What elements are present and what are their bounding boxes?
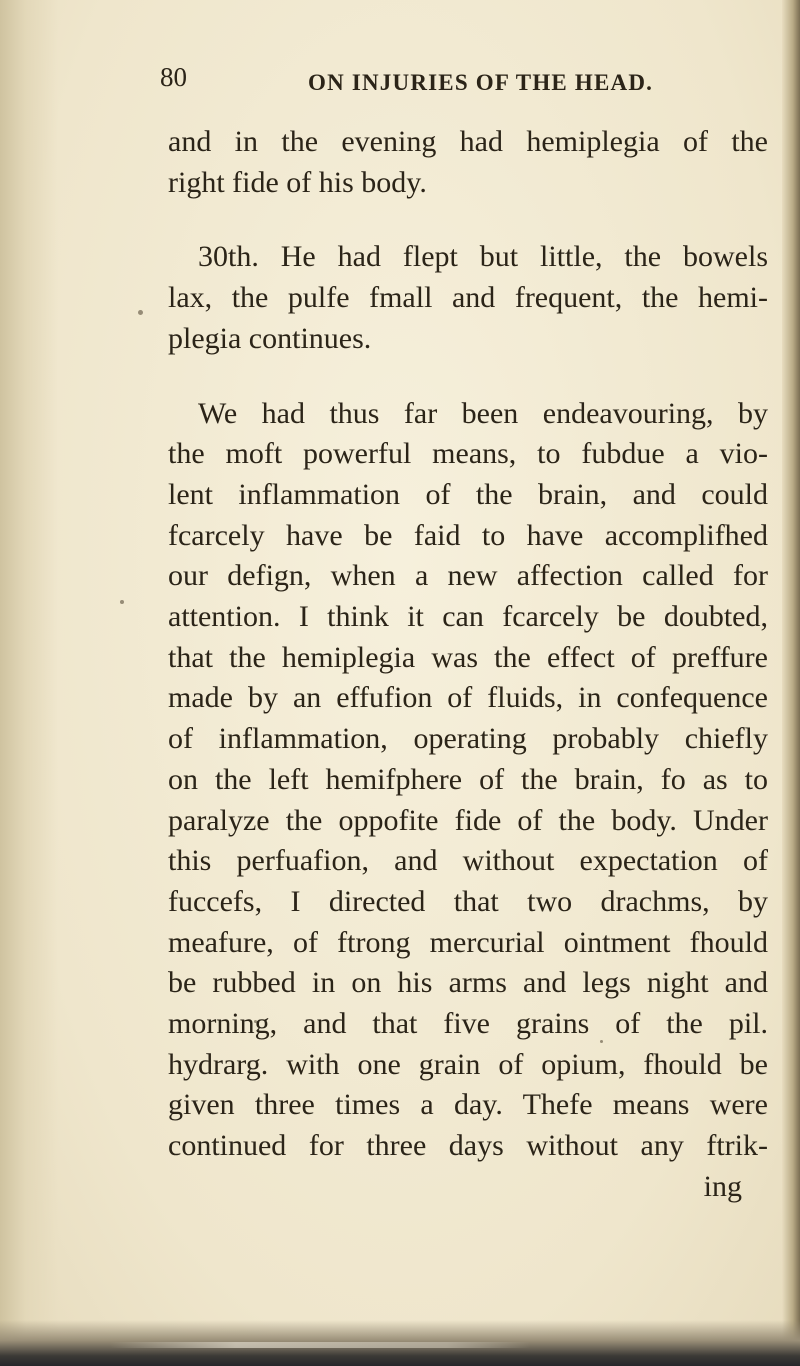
- text-line: 30th. He had flept but little, the bowels: [198, 240, 768, 274]
- paragraph-gap: [168, 203, 768, 237]
- text-line: right fide of his body.: [168, 165, 427, 199]
- text-line: lax, the pulfe fmall and frequent, the hemi-: [168, 281, 768, 315]
- text-line: plegia continues.: [168, 321, 372, 355]
- page-number: 80: [160, 62, 187, 92]
- text-line: morning, and that five grains of the pil.: [168, 1007, 768, 1041]
- paragraph-gap: [168, 360, 768, 394]
- text-line: the moft powerful means, to fubdue a vio-: [168, 437, 768, 471]
- text-line: and in the evening had hemiplegia of the: [168, 125, 768, 158]
- page-gutter-shadow: [0, 0, 58, 1366]
- text-line: lent inflammation of the brain, and could: [168, 477, 768, 511]
- page-edge-right: [782, 0, 800, 1366]
- page-header: [160, 62, 680, 110]
- text-line: that the hemiplegia was the effect of preffure: [168, 640, 768, 674]
- text-line: our defign, when a new affection called for: [168, 559, 768, 593]
- catchword: ing: [703, 1169, 742, 1203]
- text-line: meafure, of ftrong mercurial ointment fhould: [168, 925, 768, 959]
- running-head: ON INJURIES OF THE HEAD.: [308, 70, 654, 95]
- text-line: continued for three days without any ftrik-: [168, 1129, 768, 1163]
- text-line: hydrarg. with one grain of opium, fhould be: [168, 1047, 768, 1081]
- paper-speck: [138, 310, 143, 315]
- text-line: made by an effufion of fluids, in confequence: [168, 681, 768, 715]
- text-line: fcarcely have be faid to have accomplifhed: [168, 518, 768, 552]
- page-bottom-highlight: [110, 1342, 530, 1348]
- text-line: attention. I think it can fcarcely be doubted,: [168, 600, 768, 634]
- paper-speck: [120, 600, 124, 604]
- body-text: [168, 122, 768, 1208]
- text-line: this perfuafion, and without expectation of: [168, 844, 768, 878]
- text-line: of inflammation, operating probably chiefly: [168, 722, 768, 756]
- text-line: on the left hemifphere of the brain, fo as to: [168, 762, 768, 796]
- text-line: be rubbed in on his arms and legs night and: [168, 966, 768, 1000]
- text-line: fuccefs, I directed that two drachms, by: [168, 884, 768, 918]
- text-line: We had thus far been endeavouring, by: [198, 396, 768, 430]
- text-line: given three times a day. Thefe means were: [168, 1088, 768, 1122]
- text-line: paralyze the oppofite fide of the body. Under: [168, 803, 768, 837]
